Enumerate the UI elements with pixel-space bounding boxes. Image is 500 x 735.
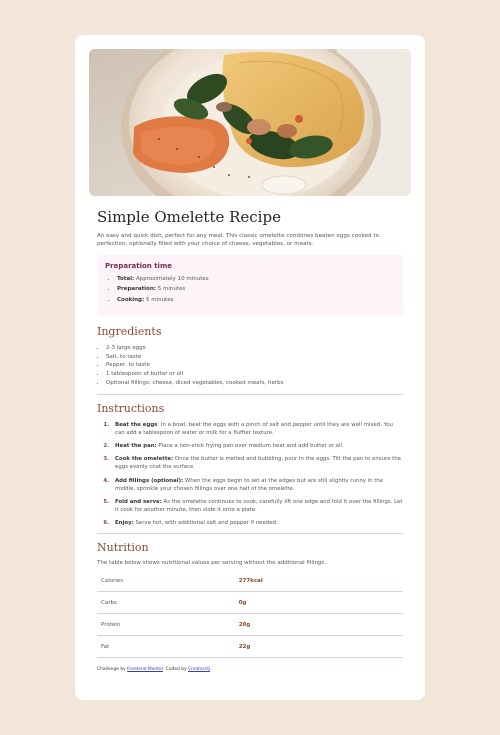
nutrient-name: Fat: [97, 636, 235, 658]
nutrient-value: 277kcal: [235, 570, 403, 592]
nutrition-heading: Nutrition: [97, 541, 149, 555]
instruction-step: 6. Enjoy: Serve hot, with additional salt and pepper if needed.: [111, 519, 403, 527]
recipe-title: Simple Omelette Recipe: [97, 208, 281, 226]
instruction-step: 1. Beat the eggs: In a bowl, beat the eggs with a pinch of salt and pepper until they are well mixed. You can add a tablespoon of water or milk for a fluffier texture.: [111, 421, 403, 437]
nutrition-intro: The table below shows nutritional values per serving without the additional fillings.: [97, 560, 327, 567]
preparation-time-heading: Preparation time: [105, 262, 173, 271]
divider: [97, 394, 403, 395]
table-row: [97, 570, 403, 592]
nutrient-value: 20g: [235, 614, 403, 636]
author-link[interactable]: Creator/dj: [188, 667, 210, 673]
instructions-heading: Instructions: [97, 401, 165, 415]
table-row: [97, 614, 403, 636]
instruction-step: 3. Cook the omelette: Once the butter is melted and bubbling, pour in the eggs. Tilt the pan to ensure the eggs evenly coat the surface.: [111, 455, 403, 471]
instruction-step: 4. Add fillings (optional): When the eggs begin to set at the edges but are still slightly runny in the middle, sprinkle your chosen fillings over one half of the omelette.: [111, 477, 403, 493]
attribution: Challenge by Frontend Mentor. Coded by Creator/dj.: [97, 667, 212, 673]
instructions-list: [97, 421, 403, 527]
list-item: • 2-3 large eggs: [106, 344, 403, 353]
prep-item-cooking: • Cooking: 5 minutes: [117, 297, 395, 304]
recipe-card: [75, 35, 425, 700]
ingredients-list: [97, 344, 403, 388]
instruction-step: 5. Fold and serve: As the omelette continues to cook, carefully lift one edge and fold it over the fillings. Let it cook for another minute, then slide it onto a plate.: [111, 498, 403, 514]
prep-item-total: • Total: Approximately 10 minutes: [117, 276, 395, 283]
list-item: • Optional fillings: cheese, diced vegetables, cooked meats, herbs: [106, 379, 403, 388]
omelette-image: [89, 49, 411, 196]
list-item: • 1 tablespoon of butter or oil: [106, 370, 403, 379]
list-item: • Salt, to taste: [106, 353, 403, 362]
divider: [97, 533, 403, 534]
nutrient-name: Carbs: [97, 592, 235, 614]
nutrient-value: 22g: [235, 636, 403, 658]
nutrient-name: Calories: [97, 570, 235, 592]
table-row: [97, 592, 403, 614]
recipe-intro: An easy and quick dish, perfect for any meal. This classic omelette combines beaten eggs cooked to perfection, optionally filled with your choice of cheese, vegetables, or meats.: [97, 233, 380, 248]
instruction-step: 2. Heat the pan: Place a non-stick frying pan over medium heat and add butter or oil.: [111, 442, 403, 450]
frontend-mentor-link[interactable]: Frontend Mentor: [127, 667, 163, 673]
omelette-photo-icon: [89, 49, 411, 196]
nutrition-table: [97, 570, 403, 658]
list-item: • Pepper, to taste: [106, 361, 403, 370]
prep-item-preparation: • Preparation: 5 minutes: [117, 286, 395, 293]
ingredients-heading: Ingredients: [97, 324, 162, 338]
preparation-time-list: [105, 276, 395, 303]
nutrient-name: Protein: [97, 614, 235, 636]
nutrient-value: 0g: [235, 592, 403, 614]
table-row: [97, 636, 403, 658]
preparation-time-box: [97, 255, 403, 315]
